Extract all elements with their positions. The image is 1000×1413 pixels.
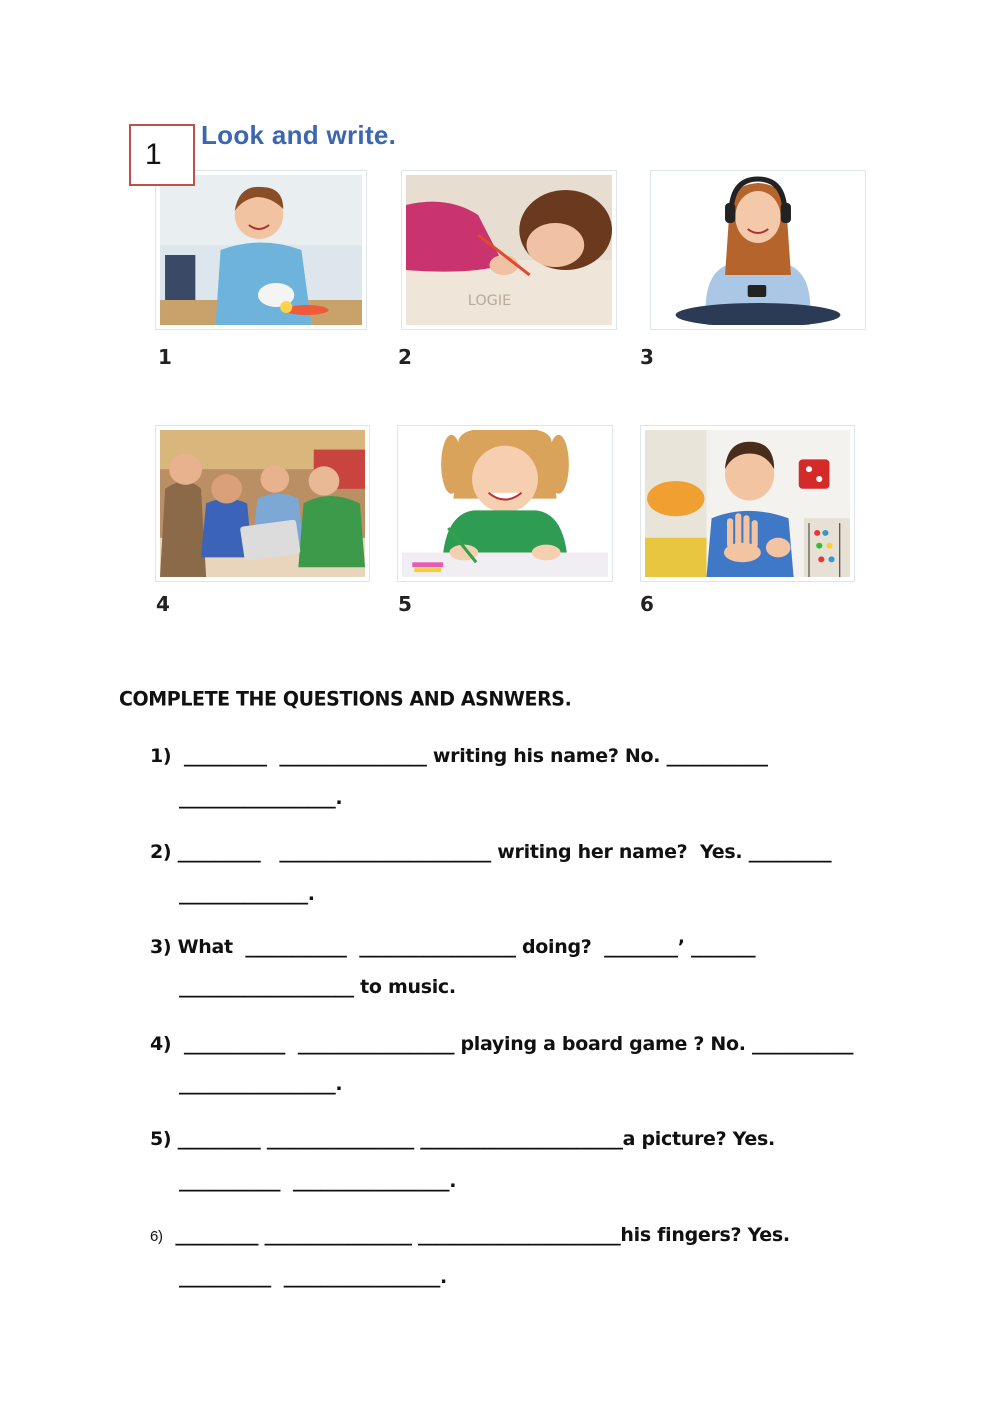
- exercise-number-box: [129, 124, 195, 186]
- question-1-line-1: 1) _________ ________________ writing his name? No. ___________: [150, 745, 768, 767]
- exercise-title: Look and write.: [201, 120, 397, 150]
- question-6-line-2: __________ _________________.: [179, 1266, 447, 1288]
- photo-girl-headphones: [650, 170, 866, 330]
- photo-number-2: 2: [398, 345, 412, 369]
- photo-kids-tablet: [155, 425, 370, 582]
- question-2-line-1: 2) _________ _______________________ writing her name? Yes. _________: [150, 841, 832, 863]
- question-3-line-1: 3) What ___________ _________________ doing? ________’ _______: [150, 936, 756, 958]
- question-6-number: 6): [150, 1228, 163, 1245]
- question-6-line-1: [150, 1224, 790, 1246]
- question-1-line-2: _________________.: [179, 787, 343, 809]
- photo-boy-gluing: [155, 170, 367, 330]
- photo-number-6: 6: [640, 592, 654, 616]
- photo-number-4: 4: [156, 592, 170, 616]
- photo-number-5: 5: [398, 592, 412, 616]
- question-5-line-1: 5) _________ ________________ ______________________a picture? Yes.: [150, 1128, 775, 1150]
- question-3-line-2: ___________________ to music.: [179, 976, 456, 998]
- exercise-number: 1: [145, 138, 162, 171]
- photo-girl-drawing: [397, 425, 613, 582]
- question-4-line-2: _________________.: [179, 1073, 343, 1095]
- photo-girl-writing: [401, 170, 617, 330]
- question-5-line-2: ___________ _________________.: [179, 1170, 457, 1192]
- question-2-line-2: ______________.: [179, 883, 315, 905]
- question-4-line-1: 4) ___________ _________________ playing a board game ? No. ___________: [150, 1033, 854, 1055]
- photo-boy-counting: [640, 425, 855, 582]
- photo-number-3: 3: [640, 345, 654, 369]
- svg-text:LOGIE: LOGIE: [467, 293, 512, 309]
- photo-number-1: 1: [158, 345, 172, 369]
- instruction-heading: COMPLETE THE QUESTIONS AND ASNWERS.: [119, 687, 572, 711]
- question-6-text: _________ ________________ ______________________his fingers? Yes.: [175, 1224, 790, 1246]
